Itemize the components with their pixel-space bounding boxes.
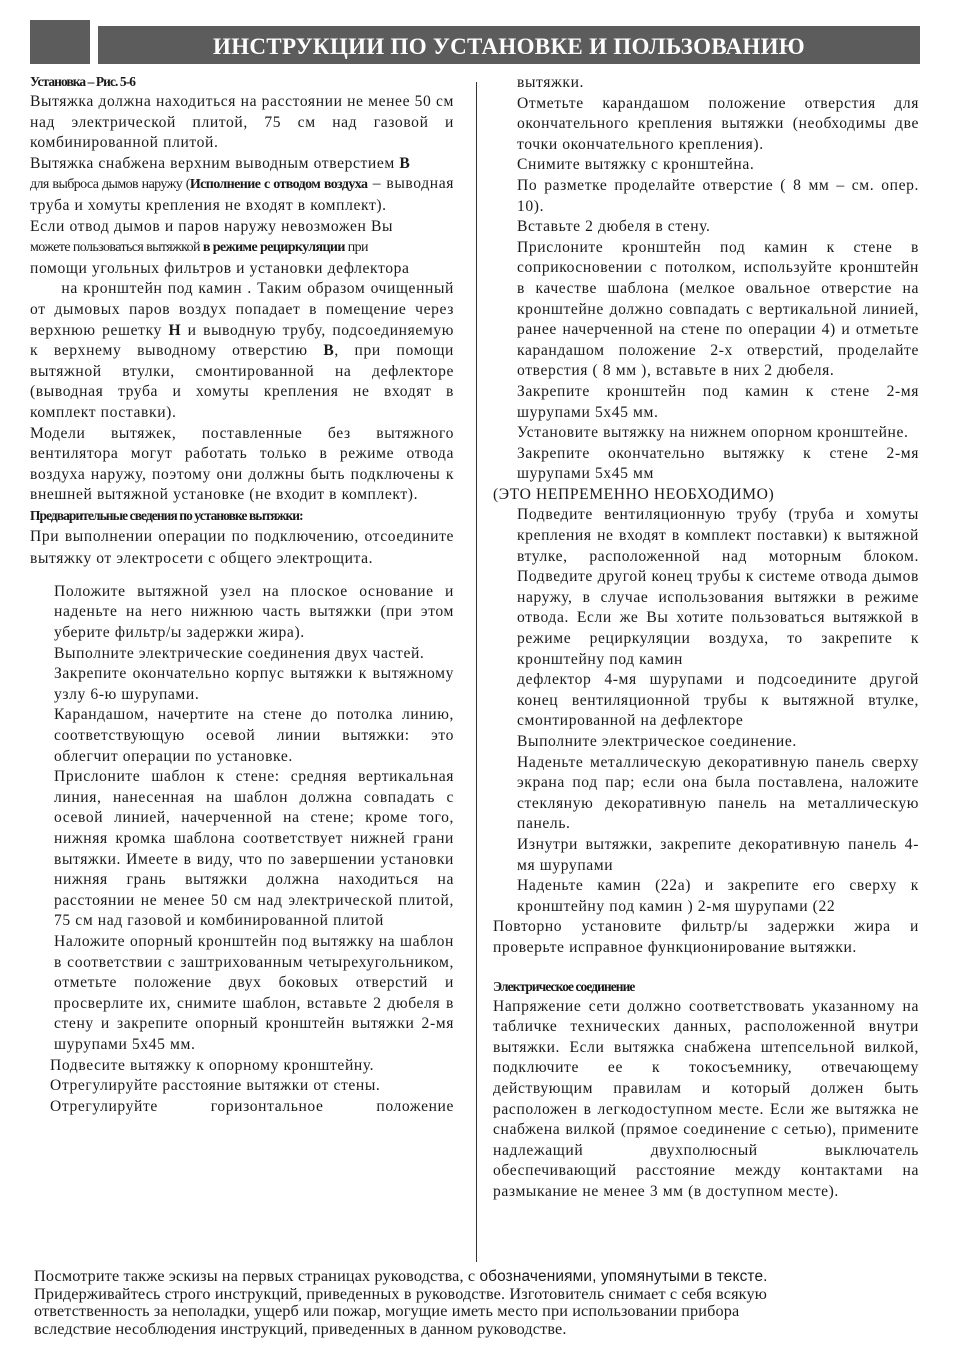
paragraph-refit-filters: Повторно установите фильтр/ы задержки жира и проверьте исправное функционирование вытяжки.: [493, 918, 919, 956]
step-13: Вставьте 2 дюбеля в стену.: [517, 218, 711, 236]
spacer: [30, 570, 454, 582]
step-14: Прислоните кронштейн под камин к стене в соприкосновении с потолком, используйте кронштейн в качестве шаблона (мелкое овальное отверстие на кронштейне должно совпадать с вертикальной линией, ранее начерченной на стене по операции 4) и отметьте карандашом положение 2-х отверстий, проделайте отверстия ( 8 мм ), вставьте в них 2 дюбеля.: [517, 238, 919, 380]
electrical-heading: Электрическое соединение: [493, 978, 635, 994]
footer-line-1: Посмотрите также эскизы на первых страницах руководства, с обозначениями, упомянутыми в тексте.: [34, 1267, 768, 1285]
step-12: По разметке проделайте отверстие ( 8 мм – см. опер. 10).: [517, 176, 919, 215]
step-4: Карандашом, начертите на стене до потолка линию, соответствующую осевой линии вытяжки: это облегчит операции по установке.: [54, 706, 454, 765]
step-21: Изнутри вытяжки, закрепите декоративную панель 4-мя шурупами: [517, 835, 919, 874]
footer-note: [34, 1268, 914, 1338]
paragraph-distance: Вытяжка должна находиться на расстоянии не менее 50 см над электрической плитой, 75 см над газовой и комбинированной плитой.: [30, 93, 454, 152]
paragraph-disconnect: При выполнении операции по подключению, отсоедините вытяжку от электросети с общего электрощита.: [30, 527, 454, 567]
paragraph-electrical: Напряжение сети должно соответствовать указанному на табличке технических данных, расположенной внутри вытяжки. Если вытяжка снабжена штепсельной вилкой, подключите ее к токосъемнику, отвечающему действующим правилам и который должен быть расположен в легкодоступном месте. Если же вытяжка не снабжена вилкой (прямое соединение с сетью), примените надлежащий двухполюсный выключатель обеспечивающий расстояние между контактами на размыкание не менее 3 мм (в доступном месте).: [493, 997, 919, 1200]
step-17: Закрепите окончательно вытяжку к стене 2-мя шурупами 5x45 мм: [517, 444, 919, 483]
step-19: Выполните электрическое соединение.: [517, 733, 797, 750]
paragraph-outlet: Вытяжка снабжена верхним выводным отверстием B для выброса дымов наружу (Исполнение с отводом воздуха – выводная труба и хомуты крепления не входят в комплект).: [30, 154, 454, 214]
step-6: Наложите опорный кронштейн под вытяжку на шаблон в соответствии с заштрихованным четырехугольником, отметьте положение двух боковых отверстий и просверлите их, снимите шаблон, вставьте 2 дюбеля в стену и закрепите опорный кронштейн вытяжки 2-мя шурупами 5x45 мм.: [54, 932, 454, 1053]
step-7: Подвесите вытяжку к опорному кронштейну.: [50, 1056, 375, 1074]
note-mandatory: (ЭТО НЕПРЕМЕННО НЕОБХОДИМО): [493, 485, 775, 503]
step-8: Отрегулируйте расстояние вытяжки от стены.: [50, 1077, 381, 1095]
right-column: [493, 73, 919, 1202]
step-9-continued: вытяжки.: [517, 74, 585, 91]
footer-line-2: Придерживайтесь строго инструкций, приведенных в руководстве. Изготовитель снимает с себя всякую: [34, 1284, 767, 1303]
step-15: Закрепите кронштейн под камин к стене 2-мя шурупами 5x45 мм.: [517, 382, 919, 421]
installation-heading: Установка – Рис. 5-6: [30, 74, 136, 89]
step-2: Выполните электрические соединения двух частей.: [54, 644, 425, 662]
step-16: Установите вытяжку на нижнем опорном кронштейне.: [517, 424, 909, 442]
step-18: Подведите вентиляционную трубу (труба и хомуты крепления не входят в комплект поставки) к вытяжной втулке, расположенной над моторным блоком. Подведите другой конец трубы к системе отвода дымов наружу, в случае использования вытяжки в режиме отвода. Если же Вы хотите пользоваться вытяжкой в режиме рециркуляции воздуха, то закрепите к кронштейну под камин дефлектор 4-мя шурупами и подсоедините другой конец вентиляционной трубы к вытяжной втулке, смонтированной на дефлекторе: [517, 506, 919, 730]
step-9: Отрегулируйте горизонтальное положение: [50, 1097, 454, 1115]
step-1: Положите вытяжной узел на плоское основание и наденьте на него нижнюю часть вытяжки (при этом уберите фильтр/ы задержки жира).: [54, 582, 454, 642]
step-5: Прислоните шаблон к стене: средняя вертикальная линия, нанесенная на шаблон должна совпадать с осевой линией, начерченной на стене; кроме того, нижняя кромка шаблона соответствует нижней грани вытяжки. Имеете в виду, что по завершении установки нижняя грань вытяжки должна находиться на расстоянии не менее 50 см над электрической плитой, 75 см над газовой и комбинированной плитой: [54, 768, 454, 930]
column-divider: [476, 82, 477, 1262]
spacer: [493, 959, 919, 977]
preliminary-heading: Предварительные сведения по установке вытяжки:: [30, 507, 303, 523]
footer-line-3: ответственность за неполадки, ущерб или пожар, могущие иметь место при использовании прибора: [34, 1302, 740, 1321]
paragraph-models: Модели вытяжек, поставленные без вытяжного вентилятора могут работать только в режиме отвода воздуха наружу, поэтому они должны быть подключены к внешней вытяжной установке (не входит в комплект).: [30, 424, 454, 504]
paragraph-recirculation: Если отвод дымов и паров наружу невозможен Вы можете пользоваться вытяжкой в режиме рециркуляции при помощи угольных фильтров и установки дефлектора на кронштейн под камин . Таким образом очищенный от дымовых паров воздух попадает в помещение через верхнюю решетку H и выводную трубу, подсоединяемую к верхнему выводному отверстию B, при помощи вытяжной втулки, смонтированной на дефлекторе (выводная труба и хомуты крепления не входят в комплект поставки).: [30, 217, 455, 421]
header-square-block: [30, 20, 90, 64]
step-11: Снимите вытяжку с кронштейна.: [517, 156, 755, 174]
step-3: Закрепите окончательно корпус вытяжки к вытяжному узлу 6-ю шурупами.: [54, 665, 454, 703]
footer-line-4: вследствие несоблюдения инструкций, приведенных в данном руководстве.: [34, 1319, 567, 1338]
step-10: Отметьте карандашом положение отверстия для окончательного крепления вытяжки (необходимы две точки окончательного крепления).: [517, 94, 919, 153]
step-20: Наденьте металлическую декоративную панель сверху экрана под пар; если она была поставлена, наложите стекляную декоративную панель на металлическую панель.: [517, 753, 919, 833]
page-title: ИНСТРУКЦИИ ПО УСТАНОВКЕ И ПОЛЬЗОВАНИЮ: [213, 34, 805, 59]
step-22: Наденьте камин (22a) и закрепите его сверху к кронштейну под камин ) 2-мя шурупами (22: [517, 877, 919, 915]
left-column: [30, 72, 454, 1117]
